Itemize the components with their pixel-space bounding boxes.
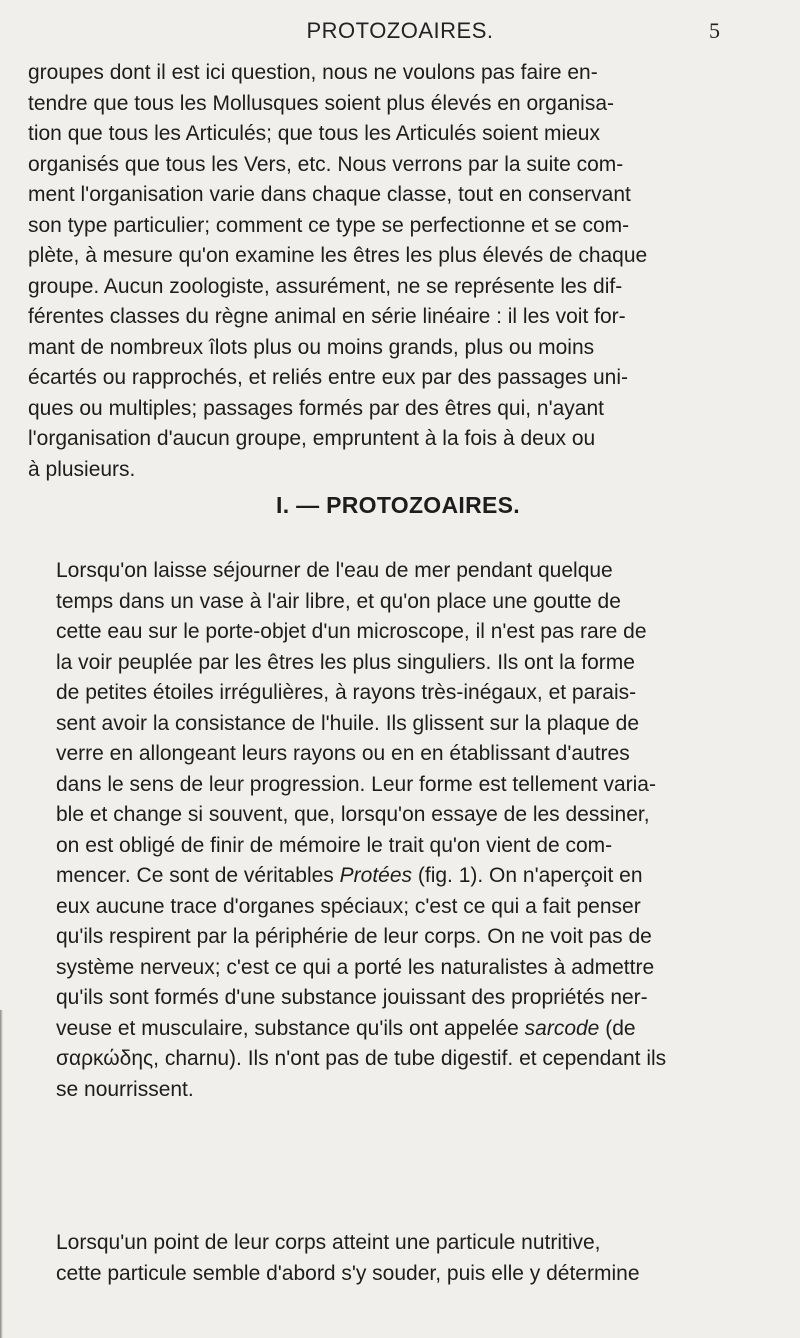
text-line: Lorsqu'un point de leur corps atteint une particule nutritive,	[56, 1231, 601, 1254]
text-line: cette eau sur le porte-objet d'un microscope, il n'est pas rare de	[56, 620, 647, 643]
text-line: groupes dont il est ici question, nous ne voulons pas faire en-	[28, 61, 598, 84]
text-line: l'organisation d'aucun groupe, empruntent à la fois à deux ou	[28, 427, 596, 450]
text-line: eux aucune trace d'organes spéciaux; c'est ce qui a fait penser	[56, 894, 641, 918]
page-number: 5	[709, 18, 720, 43]
text-line: organisés que tous les Vers, etc. Nous verrons par la suite com-	[28, 152, 624, 176]
text-line: tion que tous les Articulés; que tous les Articulés soient mieux	[28, 122, 600, 145]
text-line: σαρκώδης, charnu). Ils n'ont pas de tube digestif. et cependant ils	[56, 1047, 667, 1070]
text-line: ment l'organisation varie dans chaque classe, tout en conservant	[28, 183, 631, 206]
text-line: dans le sens de leur progression. Leur forme est tellement varia-	[56, 772, 656, 796]
section-heading: I. — PROTOZOAIRES.	[276, 492, 520, 518]
main-paragraph	[28, 556, 768, 1105]
text-line: la voir peuplée par les êtres les plus singuliers. Ils ont la forme	[56, 650, 635, 674]
intro-paragraph	[28, 58, 768, 485]
text-fragment: veuse et musculaire, substance qu'ils ont appelée	[56, 1016, 519, 1040]
running-head	[40, 18, 760, 58]
text-line: de petites étoiles irrégulières, à rayons très-inégaux, et parais-	[56, 681, 637, 704]
text-fragment: (de	[605, 1016, 636, 1040]
text-line: temps dans un vase à l'air libre, et qu'on place une goutte de	[56, 589, 621, 613]
text-line: son type particulier; comment ce type se perfectionne et se com-	[28, 213, 630, 237]
text-line	[28, 1014, 768, 1045]
text-line: à plusieurs.	[28, 457, 136, 481]
text-line: qu'ils sont formés d'une substance jouissant des propriétés ner-	[56, 986, 648, 1009]
text-line: Lorsqu'on laisse séjourner de l'eau de mer pendant quelque	[56, 559, 613, 582]
text-line: verre en allongeant leurs rayons ou en en établissant d'autres	[56, 742, 630, 765]
text-line: sent avoir la consistance de l'huile. Ils glissent sur la plaque de	[56, 711, 640, 735]
last-paragraph	[28, 1228, 768, 1289]
text-line: plète, à mesure qu'on examine les êtres les plus élevés de chaque	[28, 244, 648, 267]
text-line: se nourrissent.	[56, 1077, 194, 1101]
text-fragment: mencer. Ce sont de véritables	[56, 864, 334, 887]
page-edge-shadow	[0, 1010, 3, 1338]
text-line: écartés ou rapprochés, et reliés entre eux par des passages uni-	[28, 366, 629, 389]
text-line: groupe. Aucun zoologiste, assurément, ne se représente les dif-	[28, 274, 623, 298]
text-line	[28, 861, 768, 892]
text-line: tendre que tous les Mollusques soient plus élevés en organisa-	[28, 91, 615, 115]
text-line: qu'ils respirent par la périphérie de leur corps. On ne voit pas de	[56, 925, 652, 948]
text-line: mant de nombreux îlots plus ou moins grands, plus ou moins	[28, 335, 595, 359]
text-line: cette particule semble d'abord s'y souder, puis elle y détermine	[56, 1261, 640, 1285]
text-line: férentes classes du règne animal en série linéaire : il les voit for-	[28, 305, 626, 328]
italic-term-protees: Protées	[339, 864, 413, 887]
text-line: ble et change si souvent, que, lorsqu'on essaye de les dessiner,	[56, 803, 650, 826]
text-fragment: (fig. 1). On n'aperçoit en	[417, 864, 643, 887]
text-line: système nerveux; c'est ce qui a porté les naturalistes à admettre	[56, 955, 655, 979]
text-line: ques ou multiples; passages formés par des êtres qui, n'ayant	[28, 396, 604, 420]
text-line: on est obligé de finir de mémoire le trait qu'on vient de com-	[56, 833, 613, 857]
italic-term-sarcode: sarcode	[524, 1016, 600, 1040]
running-title: PROTOZOAIRES.	[306, 18, 494, 43]
